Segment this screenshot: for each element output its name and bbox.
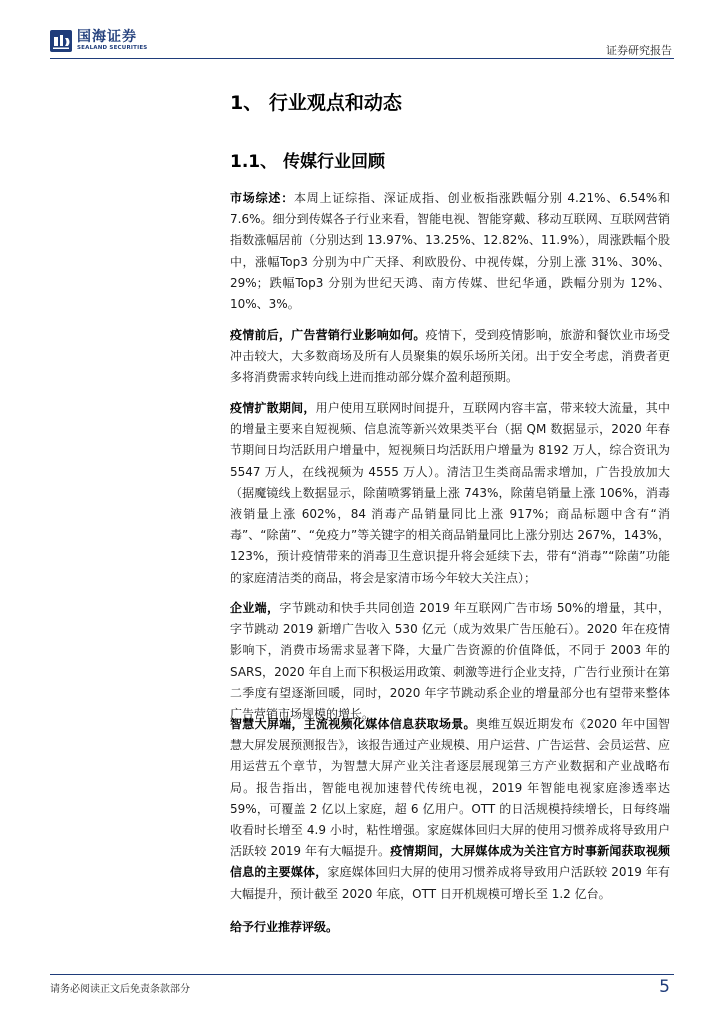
paragraph-lead: 给予行业推荐评级。 [230, 920, 339, 934]
paragraph-lead: 企业端， [230, 601, 280, 615]
section-heading: 1、 行业观点和动态 [230, 92, 402, 114]
company-logo [50, 30, 147, 52]
logo-english-name: SEALAND SECURITIES [77, 45, 148, 52]
subsection-heading: 1.1、 传媒行业回顾 [230, 152, 386, 172]
paragraph-lead: 市场综述： [230, 191, 294, 205]
paragraph-lead-secondary: 疫情期间，大屏媒体成为关注官方时事新闻获取视频信息的主要媒体， [230, 844, 670, 880]
paragraph-ad-impact [230, 325, 670, 389]
paragraph-body: 本周上证综指、深证成指、创业板指涨跌幅分别 4.21%、6.54%和 7.6%。细分到传媒各子行业来看，智能电视、智能穿戴、移动互联网、互联网营销指数涨幅居前（分别达到 13.97%、13.25%、12.82%、11.9%），周涨跌幅个股中，涨幅Top3 分别为中广天择、利欧股份、中视传媒，分别上涨 31%、30%、29%；跌幅Top3 分别为世纪天鸿、南方传媒、世纪华通，跌幅分别为 12%、10%、3%。 [230, 191, 670, 312]
paragraph-body: 字节跳动和快手共同创造 2019 年互联网广告市场 50%的增量，其中，字节跳动 2019 新增广告收入 530 亿元（成为效果广告压舱石）。2020 年在疫情影响下，消费市场需求显著下降，大量广告资源的价值降低，不同于 2003 年的 SARS，2020 年自上而下积极运用政策、刺激等进行企业支持，广告行业预计在第二季度有望逐渐回暖，同时，2020 年字节跳动系企业的增量部分也有望带来整体广告营销市场规模的增长。 [230, 601, 670, 722]
page-header [0, 0, 724, 64]
page-number: 5 [659, 977, 670, 997]
paragraph-market-overview [230, 188, 670, 315]
footer-divider [50, 974, 674, 975]
paragraph-body: 疫情下，受到疫情影响，旅游和餐饮业市场受冲击较大，大多数商场及所有人员聚集的娱乐场所关闭。出于安全考虑，消费者更多将消费需求转向线上进而推动部分媒介盈利超预期。 [230, 328, 670, 385]
paragraph-body-secondary: 家庭媒体回归大屏的使用习惯养成将导致用户活跃较 2019 年有大幅提升，预计截至 2020 年底，OTT 日开机规模可增长至 1.2 亿台。 [230, 865, 670, 901]
paragraph-lead: 智慧大屏端，主流视频化媒体信息获取场景。 [230, 717, 476, 731]
logo-chinese-name: 国海证券 [77, 29, 137, 46]
report-type-label: 证券研究报告 [606, 44, 672, 57]
paragraph-lead: 疫情扩散期间， [230, 401, 316, 415]
header-divider [50, 58, 674, 59]
paragraph-lead: 疫情前后，广告营销行业影响如何。 [230, 328, 426, 342]
paragraph-enterprise [230, 598, 670, 725]
sealand-logo-icon [50, 30, 72, 52]
paragraph-body: 奥维互娱近期发布《2020 年中国智慧大屏发展预测报告》，该报告通过产业规模、用户运营、广告运营、会员运营、应用运营五个章节，为智慧大屏产业关注者逐层展现第三方产业数据和产业战略布局。报告指出，智能电视加速替代传统电视，2019 年智能电视家庭渗透率达 59%，可覆盖 2 亿以上家庭，超 6 亿用户。OTT 的日活规模持续增长，日每终端收看时长增至 4.9 小时，粘性增强。家庭媒体回归大屏的使用习惯养成将导致用户活跃较 2019 年有大幅提升。 [230, 717, 670, 859]
paragraph-rating [230, 917, 670, 938]
paragraph-smart-screen [230, 714, 670, 905]
paragraph-body: 用户使用互联网时间提升，互联网内容丰富，带来较大流量，其中的增量主要来自短视频、信息流等新兴效果类平台（据 QM 数据显示，2020 年春节期间日均活跃用户增量中，短视频日均活跃用户增量为 8192 万人，综合资讯为 5547 万人，在线视频为 4555 万人）。清洁卫生类商品需求增加，广告投放加大（据魔镜线上数据显示，除菌喷雾销量上涨 743%，除菌皂销量上涨 106%，消毒液销量上涨 602%，84 消毒产品销量同比上涨 917%；商品标题中含有“消毒”、“除菌”、“免疫力”等关键字的相关商品销量同比上涨分别达 267%，143%，123%，预计疫情带来的消毒卫生意识提升将会延续下去，带有“消毒”“除菌”功能的家庭清洁类的商品，将会是家清市场今年较大关注点）； [230, 401, 670, 585]
disclaimer-note: 请务必阅读正文后免责条款部分 [50, 984, 190, 995]
paragraph-epidemic-spread [230, 398, 670, 589]
